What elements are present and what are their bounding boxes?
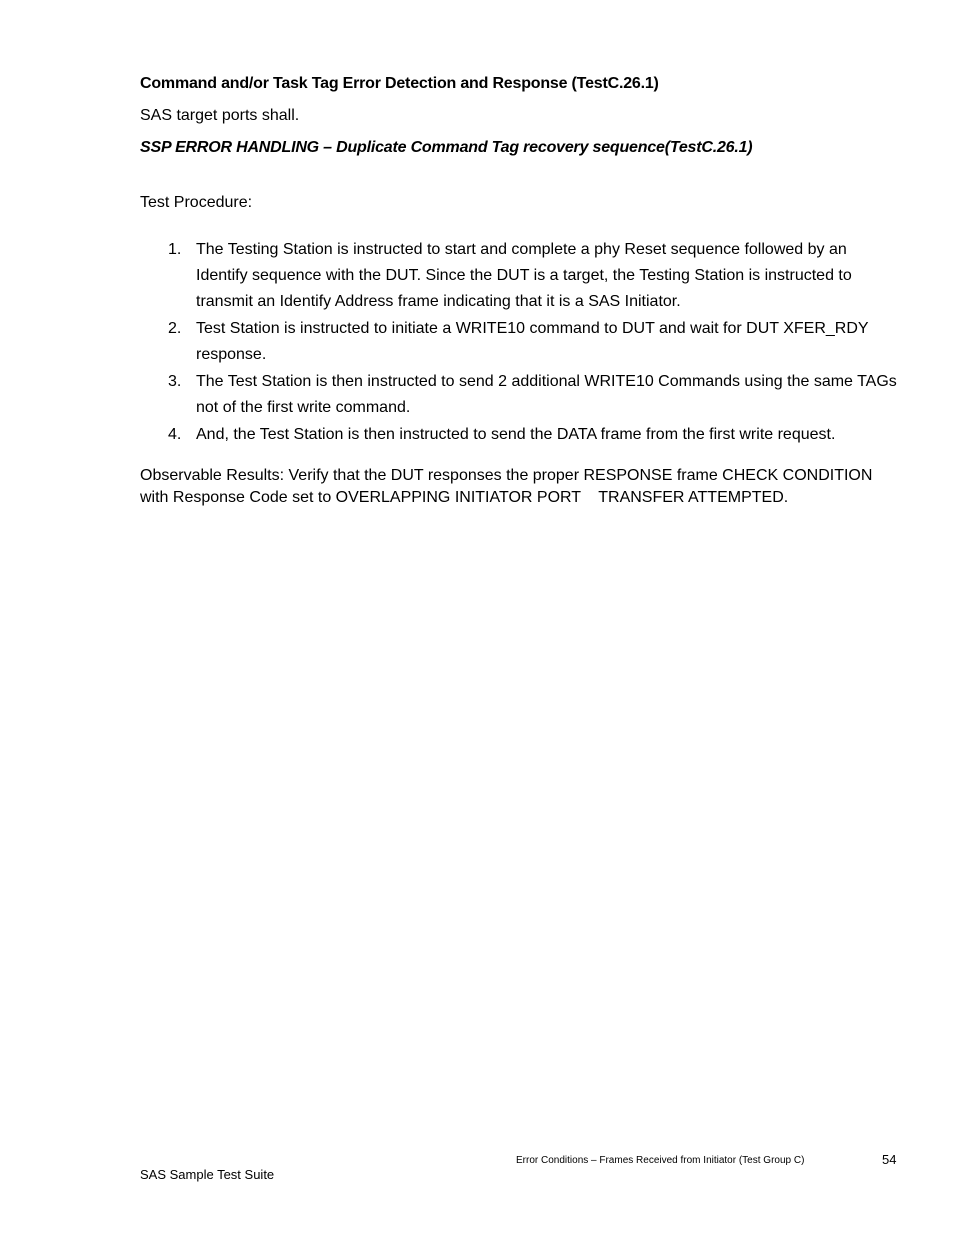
procedure-label: Test Procedure: [140, 194, 253, 211]
footer-section-title: Error Conditions – Frames Received from Initiator (Test Group C) [516, 1155, 805, 1166]
step-text: Test Station is instructed to initiate a WRITE10 command to DUT and wait for DUT XFER_RDY response. [196, 320, 869, 363]
step-number: 1. [168, 241, 182, 258]
sub-heading: SSP ERROR HANDLING – Duplicate Command Tag recovery sequence(TestC.26.1) [140, 139, 753, 156]
step-text: The Testing Station is instructed to start and complete a phy Reset sequence followed by an Identify sequence with the DUT. Since the DUT is a target, the Testing Station is instructed to transmit an Identify Address frame indicating that it is a SAS Initiator. [196, 241, 852, 310]
section-heading: Command and/or Task Tag Error Detection and Response (TestC.26.1) [140, 75, 659, 92]
procedure-step-4 [140, 422, 900, 448]
page-body [140, 72, 900, 509]
intro-text: SAS target ports shall. [140, 107, 300, 124]
procedure-step-3 [140, 369, 900, 421]
observable-results: Observable Results: Verify that the DUT responses the proper RESPONSE frame CHECK CONDITION with Response Code set to OVERLAPPING INITIATOR PORT TRANSFER ATTEMPTED. [140, 467, 877, 506]
procedure-step-1 [140, 237, 900, 315]
step-text: And, the Test Station is then instructed to send the DATA frame from the first write request. [196, 426, 836, 443]
step-number: 4. [168, 426, 182, 443]
footer-page-number: 54 [882, 1152, 897, 1167]
step-number: 3. [168, 373, 182, 390]
procedure-steps-list [140, 237, 900, 448]
procedure-step-2 [140, 316, 900, 368]
step-number: 2. [168, 320, 182, 337]
footer-document-title: SAS Sample Test Suite [140, 1167, 275, 1182]
step-text: The Test Station is then instructed to send 2 additional WRITE10 Commands using the same TAGs not of the first write command. [196, 373, 897, 416]
